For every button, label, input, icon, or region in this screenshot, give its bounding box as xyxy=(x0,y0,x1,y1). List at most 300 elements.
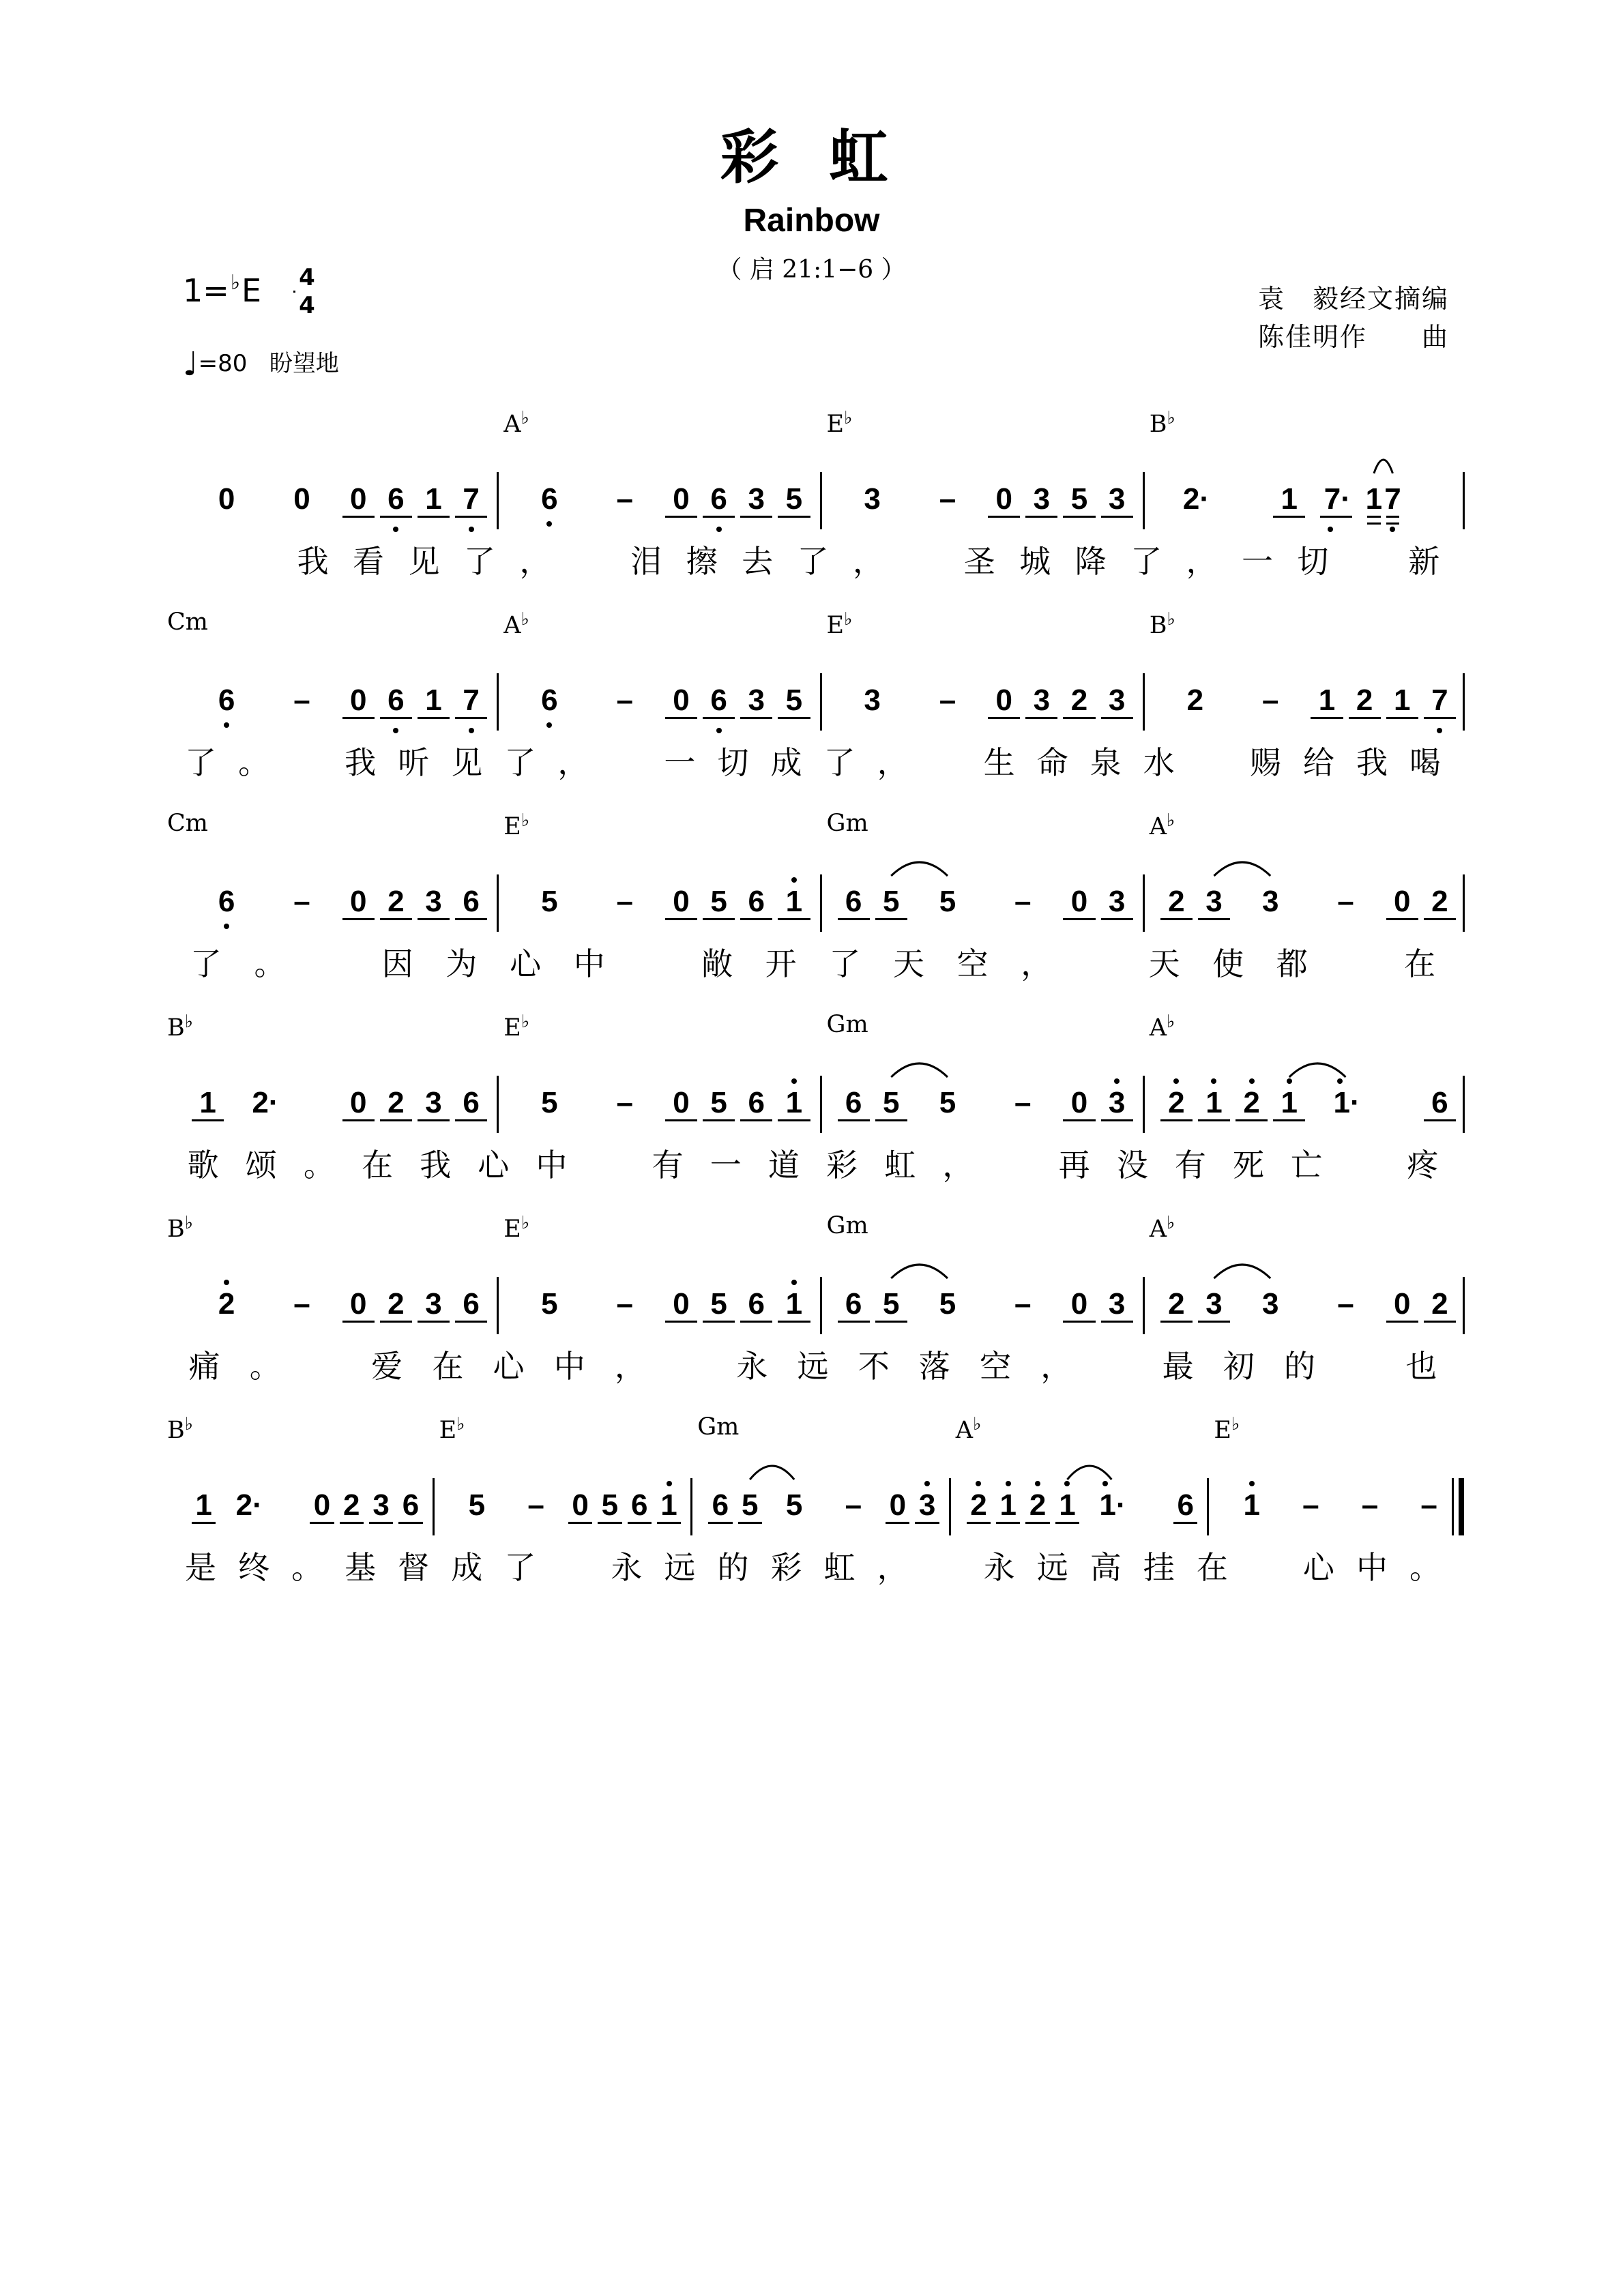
lyric-char: 在 xyxy=(361,1147,393,1183)
lyric-char: 爱 xyxy=(371,1348,403,1385)
note: 0 xyxy=(995,683,1012,717)
lyric-char: 心 xyxy=(478,1147,510,1183)
lyric-char: 心 xyxy=(1302,1549,1334,1586)
key-prefix: 1= xyxy=(183,272,229,309)
note: 0 xyxy=(349,1086,367,1119)
note: 5 xyxy=(939,1287,956,1321)
note: 1 xyxy=(785,885,803,918)
tie-arc xyxy=(891,1265,948,1278)
note: 6 xyxy=(845,1086,862,1119)
lyric-char: ， xyxy=(614,1348,646,1385)
note: 0 xyxy=(673,482,690,516)
chord-root: E xyxy=(503,1216,521,1243)
note: – xyxy=(293,1287,310,1321)
note: 3 xyxy=(1108,482,1126,516)
chord-root: E xyxy=(826,411,845,438)
lyric-char: 再 xyxy=(1058,1147,1090,1183)
note: 7 xyxy=(463,683,480,717)
lyric-char: 了 xyxy=(190,945,222,982)
tempo-expression: 盼望地 xyxy=(269,350,339,377)
note: 3 xyxy=(1261,885,1279,918)
note: 1 xyxy=(425,482,442,516)
note: 0 xyxy=(673,1287,690,1321)
lyric-char: 终 xyxy=(238,1549,270,1586)
lyric-char: 一 xyxy=(710,1147,742,1183)
lyric-char: 看 xyxy=(353,543,385,580)
note: – xyxy=(616,1086,633,1119)
lyric-char: 赐 xyxy=(1249,744,1281,781)
note: 0 xyxy=(218,482,235,516)
note: 5 xyxy=(882,1086,900,1119)
note: 5 xyxy=(541,1086,558,1119)
lyric-char: 去 xyxy=(742,543,774,580)
note: 2 xyxy=(1070,683,1088,717)
note: 6 xyxy=(388,683,405,717)
note: 5 xyxy=(741,1488,759,1522)
note: 6 xyxy=(463,885,480,918)
note: 2 xyxy=(970,1488,987,1522)
note: 0 xyxy=(1394,1287,1411,1321)
tie-arc xyxy=(1289,1063,1346,1077)
note: 6 xyxy=(845,885,862,918)
flat-sign: ♭ xyxy=(1167,1213,1175,1233)
lyric-char: 擦 xyxy=(686,543,718,580)
note: 6 xyxy=(218,683,235,717)
note: 3 xyxy=(748,683,765,717)
note: 5 xyxy=(541,1287,558,1321)
chord-root: B xyxy=(167,1014,185,1042)
lyric-char: 我 xyxy=(420,1147,452,1183)
lyric-char: ， xyxy=(852,543,884,580)
note: 5 xyxy=(710,885,727,918)
lyric-char: 成 xyxy=(770,744,802,781)
note: 2 xyxy=(1168,1086,1185,1119)
lyric-char: 疼 xyxy=(1407,1147,1439,1183)
note: 1· xyxy=(1099,1488,1126,1522)
lyric-char: 一 xyxy=(664,744,696,781)
note: 3 xyxy=(864,482,881,516)
lyric-char: 泉 xyxy=(1090,744,1122,781)
note: 6 xyxy=(1177,1488,1194,1522)
note: 3 xyxy=(425,1287,442,1321)
note: 5 xyxy=(468,1488,486,1522)
note: 0 xyxy=(349,683,367,717)
note: 6 xyxy=(463,1287,480,1321)
lyric-char: ， xyxy=(557,744,589,781)
note: 5 xyxy=(710,1287,727,1321)
note: 2 xyxy=(1431,885,1448,918)
lyric-char: 。 xyxy=(249,1348,281,1385)
note: – xyxy=(939,683,956,717)
note: 3 xyxy=(1108,1287,1126,1321)
note: 6 xyxy=(541,683,558,717)
note: 6 xyxy=(388,482,405,516)
note: 1 xyxy=(1281,482,1298,516)
lyric-char: 切 xyxy=(717,744,749,781)
chord-root: A xyxy=(1149,1216,1167,1243)
lyric-char: 基 xyxy=(345,1549,377,1586)
lyric-char: 道 xyxy=(767,1147,800,1183)
lyric-char: 我 xyxy=(1356,744,1388,781)
chord-root: E xyxy=(1214,1417,1231,1444)
note: 5 xyxy=(939,885,956,918)
lyric-char: 远 xyxy=(664,1549,696,1586)
lyric-char: 虹 xyxy=(884,1147,916,1183)
song-subtitle: Rainbow xyxy=(743,203,880,239)
scripture-reference: （ 启 21:1−6 ） xyxy=(717,256,906,284)
note: 2 xyxy=(388,1086,405,1119)
lyric-char: 是 xyxy=(185,1549,217,1586)
note: 3 xyxy=(748,482,765,516)
note: – xyxy=(527,1488,544,1522)
lyric-char: 都 xyxy=(1276,945,1308,982)
flat-sign: ♭ xyxy=(973,1414,982,1434)
lyric-char: 初 xyxy=(1223,1348,1255,1385)
note: 7 xyxy=(1431,683,1448,717)
lyric-char: 彩 xyxy=(770,1549,802,1586)
lyric-char: 中 xyxy=(573,945,605,982)
lyric-char: 圣 xyxy=(963,543,995,580)
lyric-char: 新 xyxy=(1408,543,1440,580)
lyric-char: ， xyxy=(519,543,551,580)
lyric-char: ， xyxy=(1021,945,1053,982)
lyric-char: 挂 xyxy=(1143,1549,1175,1586)
note: 2 xyxy=(1431,1287,1448,1321)
lyric-char: 使 xyxy=(1212,945,1244,982)
lyric-char: 一 xyxy=(1241,543,1273,580)
lyric-char: 水 xyxy=(1143,744,1175,781)
chord-root: A xyxy=(503,411,521,438)
note: 3 xyxy=(372,1488,390,1522)
note: 1 xyxy=(1059,1488,1076,1522)
lyric-char: 因 xyxy=(381,945,413,982)
note: 0 xyxy=(1394,885,1411,918)
note: – xyxy=(293,683,310,717)
lyric-char: 歌 xyxy=(187,1147,219,1183)
note: 3 xyxy=(1108,683,1126,717)
note: 5 xyxy=(601,1488,619,1522)
note: 7 xyxy=(463,482,480,516)
note: 5 xyxy=(785,683,803,717)
note: 1 xyxy=(660,1488,677,1522)
lyric-char: 了 xyxy=(504,744,536,781)
note: 2· xyxy=(235,1488,263,1522)
note: 0 xyxy=(673,683,690,717)
chord-root: E xyxy=(503,1014,521,1042)
lyric-char: 为 xyxy=(445,945,478,982)
tempo-value: =80 xyxy=(198,350,248,377)
lyric-char: 见 xyxy=(451,744,483,781)
tie-arc xyxy=(750,1466,794,1480)
chord-root: B xyxy=(1149,612,1167,639)
lyric-char: 中 xyxy=(536,1147,568,1183)
chord-root: Cm xyxy=(167,608,208,636)
lyric-char: 给 xyxy=(1302,744,1334,781)
note: 1 xyxy=(785,1287,803,1321)
note: 3 xyxy=(1205,1287,1223,1321)
flat-sign: ♭ xyxy=(521,810,530,831)
note: – xyxy=(1337,885,1354,918)
song-title: 彩 虹 xyxy=(720,123,903,192)
note: 6 xyxy=(845,1287,862,1321)
flat-sign: ♭ xyxy=(184,1414,193,1434)
lyric-char: ， xyxy=(1186,543,1218,580)
lyric-char: 城 xyxy=(1019,543,1051,580)
lyric-char: 不 xyxy=(858,1348,890,1385)
lyric-char: 督 xyxy=(398,1549,430,1586)
chord-root: E xyxy=(503,813,521,840)
lyric-char: 了 xyxy=(504,1549,536,1586)
note: 6 xyxy=(218,885,235,918)
flat-sign: ♭ xyxy=(184,1012,193,1032)
quarter-note-icon: ♩ xyxy=(183,345,199,383)
note: 1 xyxy=(785,1086,803,1119)
lyric-char: 了 xyxy=(1130,543,1163,580)
chord-root: A xyxy=(955,1417,974,1444)
note: 2 xyxy=(1243,1086,1260,1119)
note: – xyxy=(939,482,956,516)
note: 2 xyxy=(1168,885,1185,918)
note: 0 xyxy=(293,482,310,516)
lyric-char: 中 xyxy=(1356,1549,1388,1586)
lyric-char: 远 xyxy=(1036,1549,1068,1586)
note: – xyxy=(1337,1287,1354,1321)
note: – xyxy=(293,885,310,918)
note: 3 xyxy=(918,1488,936,1522)
time-signature-bottom: 4 xyxy=(299,292,315,319)
chord-root: A xyxy=(1149,813,1167,840)
note: 1 xyxy=(1281,1086,1298,1119)
chord-root: E xyxy=(826,612,845,639)
note: 0 xyxy=(1070,1287,1088,1321)
lyric-char: 了 xyxy=(823,744,856,781)
note: 7 xyxy=(1384,482,1401,516)
note: 3 xyxy=(425,1086,442,1119)
note: 0 xyxy=(995,482,1012,516)
note: 1 xyxy=(999,1488,1017,1522)
tie-arc xyxy=(891,1063,948,1077)
lyric-char: 见 xyxy=(408,543,440,580)
note: 1· xyxy=(1333,1086,1360,1119)
note: 5 xyxy=(882,885,900,918)
chord-root: E xyxy=(439,1417,457,1444)
lyric-char: 心 xyxy=(510,945,542,982)
lyric-char: 降 xyxy=(1074,543,1107,580)
note: 1 xyxy=(1365,482,1383,516)
chord-root: A xyxy=(503,612,521,639)
note: 1 xyxy=(1243,1488,1260,1522)
note: 6 xyxy=(402,1488,420,1522)
note: 0 xyxy=(1070,885,1088,918)
lyric-char: ， xyxy=(1040,1348,1072,1385)
lyric-char: 。 xyxy=(291,1549,323,1586)
note: – xyxy=(845,1488,862,1522)
lyric-char: 泪 xyxy=(630,543,662,580)
tie-arc xyxy=(1214,862,1270,876)
lyric-char: 永 xyxy=(736,1348,768,1385)
note: 1 xyxy=(195,1488,212,1522)
lyric-char: 也 xyxy=(1405,1348,1437,1385)
note: – xyxy=(616,683,633,717)
lyric-char: 天 xyxy=(892,945,924,982)
flat-sign: ♭ xyxy=(844,609,853,630)
flat-sign: ♭ xyxy=(1231,1414,1240,1434)
note: 2· xyxy=(252,1086,279,1119)
note: 0 xyxy=(572,1488,589,1522)
lyric-char: 开 xyxy=(765,945,797,982)
lyric-char: 颂 xyxy=(245,1147,277,1183)
note: 2 xyxy=(1029,1488,1047,1522)
note: 6 xyxy=(748,1086,765,1119)
lyric-char: 了 xyxy=(829,945,861,982)
note: 5 xyxy=(785,482,803,516)
lyric-char: 命 xyxy=(1036,744,1068,781)
lyric-char: 了 xyxy=(185,744,217,781)
note: 0 xyxy=(673,1086,690,1119)
lyric-char: 天 xyxy=(1148,945,1180,982)
lyric-char: 切 xyxy=(1297,543,1329,580)
lyric-char: 亡 xyxy=(1291,1147,1323,1183)
lyric-char: 最 xyxy=(1162,1348,1194,1385)
chord-root: B xyxy=(167,1417,185,1444)
note: 1 xyxy=(1205,1086,1223,1119)
note: 0 xyxy=(313,1488,331,1522)
note: – xyxy=(1302,1488,1319,1522)
note: 0 xyxy=(673,885,690,918)
flat-sign: ♭ xyxy=(1167,810,1175,831)
lyric-char: 了 xyxy=(463,543,495,580)
note: 0 xyxy=(889,1488,907,1522)
tie-arc xyxy=(1067,1466,1111,1480)
lyric-char: 。 xyxy=(303,1147,335,1183)
tie-arc xyxy=(1374,460,1393,473)
lyric-char: 我 xyxy=(345,744,377,781)
lyric-char: 空 xyxy=(980,1348,1012,1385)
lyric-char: 有 xyxy=(1174,1147,1206,1183)
flat-sign: ♭ xyxy=(1167,1012,1175,1032)
flat-sign: ♭ xyxy=(844,408,853,428)
lyric-char: 。 xyxy=(238,744,270,781)
lyric-char: 在 xyxy=(1404,945,1436,982)
chord-root: Cm xyxy=(167,810,208,837)
lyric-char: 死 xyxy=(1233,1147,1265,1183)
flat-sign: ♭ xyxy=(521,609,529,630)
note: 0 xyxy=(349,482,367,516)
flat-sign: ♭ xyxy=(230,271,240,295)
note: – xyxy=(1420,1488,1437,1522)
note: 3 xyxy=(425,885,442,918)
note: 1 xyxy=(1394,683,1411,717)
note: 2 xyxy=(1186,683,1204,717)
note: 6 xyxy=(630,1488,648,1522)
note: 6 xyxy=(1431,1086,1448,1119)
chord-root: Gm xyxy=(826,1011,868,1038)
note: 6 xyxy=(712,1488,729,1522)
note: – xyxy=(1014,1086,1032,1119)
note: 1 xyxy=(425,683,442,717)
note: 2 xyxy=(218,1287,235,1321)
note: 5 xyxy=(710,1086,727,1119)
lyric-char: ， xyxy=(877,744,909,781)
note: 5 xyxy=(882,1287,900,1321)
lyric-char: ， xyxy=(877,1549,909,1586)
note: 3 xyxy=(864,683,881,717)
note: 5 xyxy=(939,1086,956,1119)
lyric-char: 没 xyxy=(1116,1147,1148,1183)
lyric-char: 彩 xyxy=(826,1147,858,1183)
note: – xyxy=(1014,1287,1032,1321)
lyric-char: 听 xyxy=(398,744,430,781)
note: 6 xyxy=(710,482,727,516)
note: 2· xyxy=(1182,482,1210,516)
lyric-char: 心 xyxy=(493,1348,525,1385)
note: 5 xyxy=(541,885,558,918)
note: 2 xyxy=(388,1287,405,1321)
lyric-char: 我 xyxy=(297,543,329,580)
flat-sign: ♭ xyxy=(1167,609,1175,630)
chord-root: B xyxy=(167,1216,185,1243)
note: 0 xyxy=(1070,1086,1088,1119)
lyric-char: 有 xyxy=(652,1147,684,1183)
note: 3 xyxy=(1033,683,1051,717)
lyric-char: 在 xyxy=(1196,1549,1228,1586)
lyric-char: 远 xyxy=(797,1348,829,1385)
lyric-char: 成 xyxy=(451,1549,483,1586)
note: 0 xyxy=(349,885,367,918)
note: 1 xyxy=(1318,683,1336,717)
flat-sign: ♭ xyxy=(456,1414,465,1434)
note: 6 xyxy=(710,683,727,717)
note: – xyxy=(616,885,633,918)
note: 6 xyxy=(541,482,558,516)
note: 3 xyxy=(1108,885,1126,918)
note: 3 xyxy=(1108,1086,1126,1119)
note: 1 xyxy=(199,1086,216,1119)
tie-arc xyxy=(1214,1265,1270,1278)
note: – xyxy=(1361,1488,1379,1522)
flat-sign: ♭ xyxy=(521,408,529,428)
lyric-char: ， xyxy=(942,1147,974,1183)
lyric-char: 生 xyxy=(983,744,1015,781)
note: 6 xyxy=(748,885,765,918)
flat-sign: ♭ xyxy=(521,1012,530,1032)
lyric-char: 的 xyxy=(1284,1348,1316,1385)
note: – xyxy=(1014,885,1032,918)
note: 3 xyxy=(1033,482,1051,516)
lyric-char: 空 xyxy=(956,945,989,982)
lyric-char: 的 xyxy=(717,1549,749,1586)
lyric-char: 永 xyxy=(611,1549,643,1586)
note: 5 xyxy=(785,1488,803,1522)
note: 6 xyxy=(463,1086,480,1119)
note: 2 xyxy=(1168,1287,1185,1321)
flat-sign: ♭ xyxy=(184,1213,193,1233)
lyric-char: 痛 xyxy=(188,1348,220,1385)
lyric-char: 落 xyxy=(918,1348,950,1385)
note: 7· xyxy=(1324,482,1351,516)
flat-sign: ♭ xyxy=(521,1213,530,1233)
lyric-char: 在 xyxy=(432,1348,464,1385)
lyric-char: 喝 xyxy=(1409,744,1441,781)
note: 6 xyxy=(748,1287,765,1321)
key-note: E xyxy=(241,272,262,309)
note: – xyxy=(1261,683,1279,717)
note: 3 xyxy=(1261,1287,1279,1321)
time-signature-top: 4 xyxy=(299,264,315,291)
note: 0 xyxy=(349,1287,367,1321)
tie-arc xyxy=(891,862,948,876)
note: 5 xyxy=(1070,482,1088,516)
